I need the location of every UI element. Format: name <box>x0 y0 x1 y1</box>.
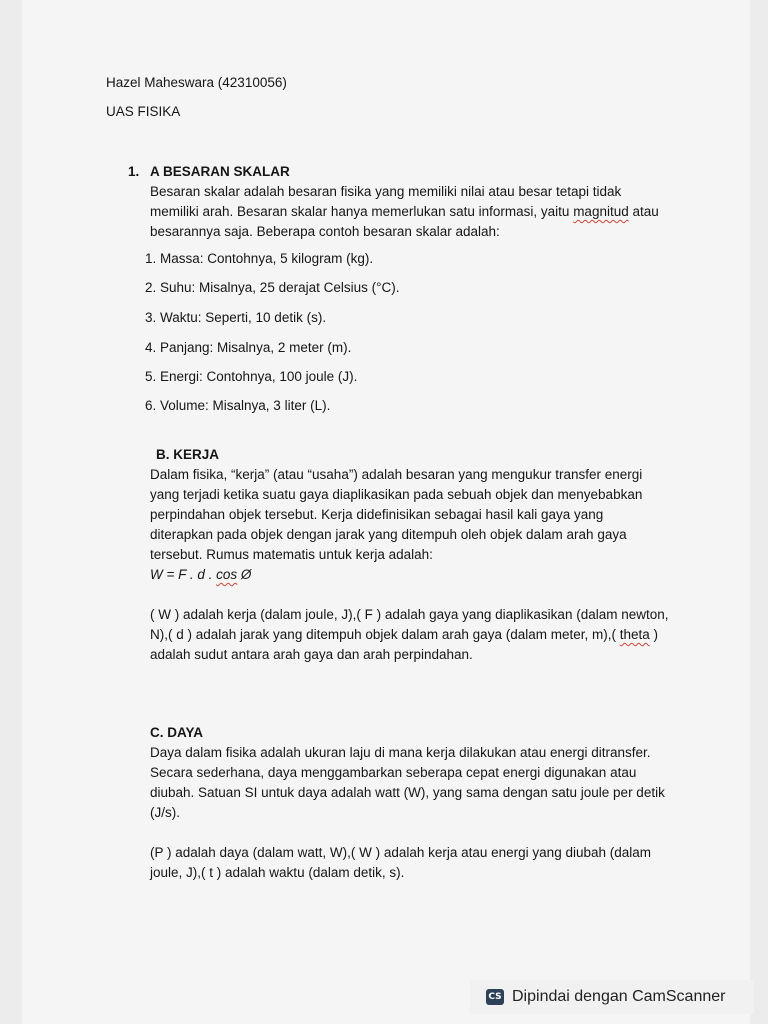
camscanner-watermark <box>470 980 754 1014</box>
section-b-heading: B. KERJA <box>156 447 220 462</box>
list-item: 4. Panjang: Misalnya, 2 meter (m). <box>145 340 352 355</box>
section-c <box>150 723 670 883</box>
list-item: 5. Energi: Contohnya, 100 joule (J). <box>145 369 358 384</box>
list-item: 6. Volume: Misalnya, 3 liter (L). <box>145 398 331 413</box>
section-c-heading: C. DAYA <box>150 725 204 740</box>
watermark-text: Dipindai dengan CamScanner <box>512 988 726 1005</box>
section-c-explanation: (P ) adalah daya (dalam watt, W),( W ) adalah kerja atau energi yang diubah (dalam joule, J),( t ) adalah waktu (dalam detik, s). <box>150 845 652 880</box>
section-number: 1. <box>128 164 140 179</box>
section-c-paragraph: Daya dalam fisika adalah ukuran laju di mana kerja dilakukan atau energi ditransfer. Secara sederhana, daya menggambarkan seberapa cepat energi digunakan atau diubah. Satuan SI untuk daya adalah watt (W), yang sama dengan satu joule per detik (J/s). <box>150 745 665 820</box>
section-a-paragraph: Besaran skalar adalah besaran fisika yang memiliki nilai atau besar tetapi tidak memiliki arah. Besaran skalar hanya memerlukan satu informasi, yaitu magnitud atau besarannya saja. Beberapa contoh besaran skalar adalah: <box>150 184 659 239</box>
author-name: Hazel Maheswara (42310056) <box>106 75 287 90</box>
spellcheck-word: magnitud <box>573 204 629 219</box>
section-a-heading: A BESARAN SKALAR <box>150 164 290 179</box>
section-b-explanation: ( W ) adalah kerja (dalam joule, J),( F ) adalah gaya yang diaplikasikan (dalam newton, N),( d ) adalah jarak yang ditempuh objek dalam arah gaya (dalam meter, m),( theta ) adalah sudut antara arah gaya dan arah perpindahan. <box>150 607 669 662</box>
section-b-paragraph: Dalam fisika, “kerja” (atau “usaha”) adalah besaran yang mengukur transfer energi yang terjadi ketika suatu gaya diaplikasikan pada sebuah objek dan menyebabkan perpindahan objek tersebut. Kerja didefinisikan sebagai hasil kali gaya yang diterapkan pada objek dengan jarak yang ditempuh oleh objek dalam arah gaya tersebut. Rumus matematis untuk kerja adalah: <box>150 467 643 562</box>
list-item: 3. Waktu: Seperti, 10 detik (s). <box>145 310 327 325</box>
document-subject: UAS FISIKA <box>106 104 181 119</box>
list-item: 2. Suhu: Misalnya, 25 derajat Celsius (°C). <box>145 280 400 295</box>
list-item: 1. Massa: Contohnya, 5 kilogram (kg). <box>145 251 374 266</box>
camscanner-logo-icon: CS <box>486 989 504 1005</box>
section-b <box>150 445 670 665</box>
spellcheck-word: theta <box>619 627 650 642</box>
section-a <box>150 162 670 242</box>
work-formula: W = F . d . cos Ø <box>150 567 252 582</box>
